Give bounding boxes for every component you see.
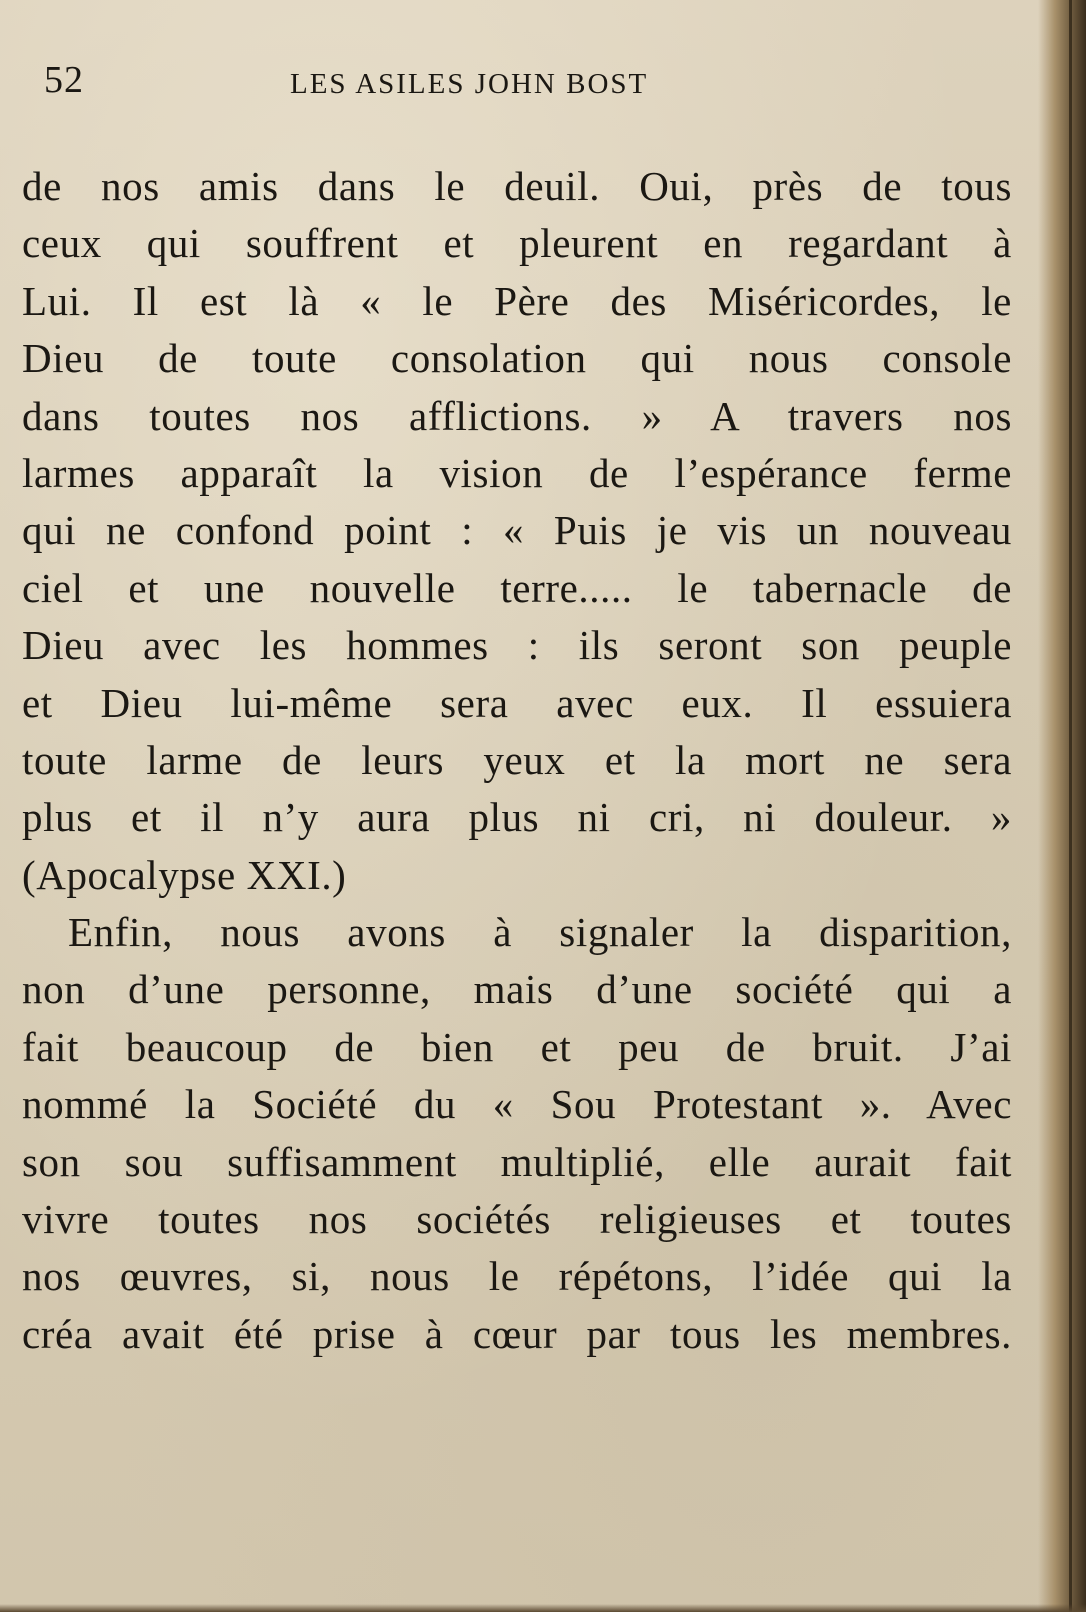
page-edge-line xyxy=(1069,0,1072,1612)
text-line: toute larme de leurs yeux et la mort ne sera xyxy=(22,736,1012,783)
text-line: Enfin, nous avons à signaler la disparition, xyxy=(68,909,1012,956)
text-line: dans toutes nos afflictions. » A travers nos xyxy=(22,392,1012,439)
text-line: non d’une personne, mais d’une société qui a xyxy=(22,966,1012,1013)
running-head xyxy=(40,58,1000,108)
text-line: Lui. Il est là « le Père des Miséricordes, le xyxy=(22,277,1012,324)
text-line: nommé la Société du « Sou Protestant ». Avec xyxy=(22,1081,1012,1128)
text-line: et Dieu lui-même sera avec eux. Il essuiera xyxy=(22,679,1012,726)
page-edge-shadow xyxy=(1038,0,1086,1612)
text-line: Dieu de toute consolation qui nous console xyxy=(22,335,1012,382)
text-line: créa avait été prise à cœur par tous les membres. xyxy=(22,1310,1012,1357)
text-line: (Apocalypse XXI.) xyxy=(22,851,347,898)
page-bottom-edge xyxy=(0,1604,1086,1612)
text-line: ciel et une nouvelle terre..... le tabernacle de xyxy=(22,564,1012,611)
text-line: vivre toutes nos sociétés religieuses et toutes xyxy=(22,1196,1012,1243)
text-line: de nos amis dans le deuil. Oui, près de tous xyxy=(22,163,1012,209)
body-text xyxy=(22,158,1012,1363)
text-line: son sou suffisamment multiplié, elle aurait fait xyxy=(22,1138,1012,1185)
text-line: qui ne confond point : « Puis je vis un nouveau xyxy=(22,507,1012,554)
text-line: plus et il n’y aura plus ni cri, ni douleur. » xyxy=(22,794,1012,841)
text-line: fait beaucoup de bien et peu de bruit. J’ai xyxy=(22,1023,1012,1070)
text-line: ceux qui souffrent et pleurent en regardant à xyxy=(22,220,1012,267)
running-title: LES ASILES JOHN BOST xyxy=(290,68,649,100)
text-line: larmes apparaît la vision de l’espérance ferme xyxy=(22,449,1012,496)
text-line: Dieu avec les hommes : ils seront son peuple xyxy=(22,622,1012,669)
page-number: 52 xyxy=(44,59,84,101)
text-line: nos œuvres, si, nous le répétons, l’idée qui la xyxy=(22,1253,1012,1300)
